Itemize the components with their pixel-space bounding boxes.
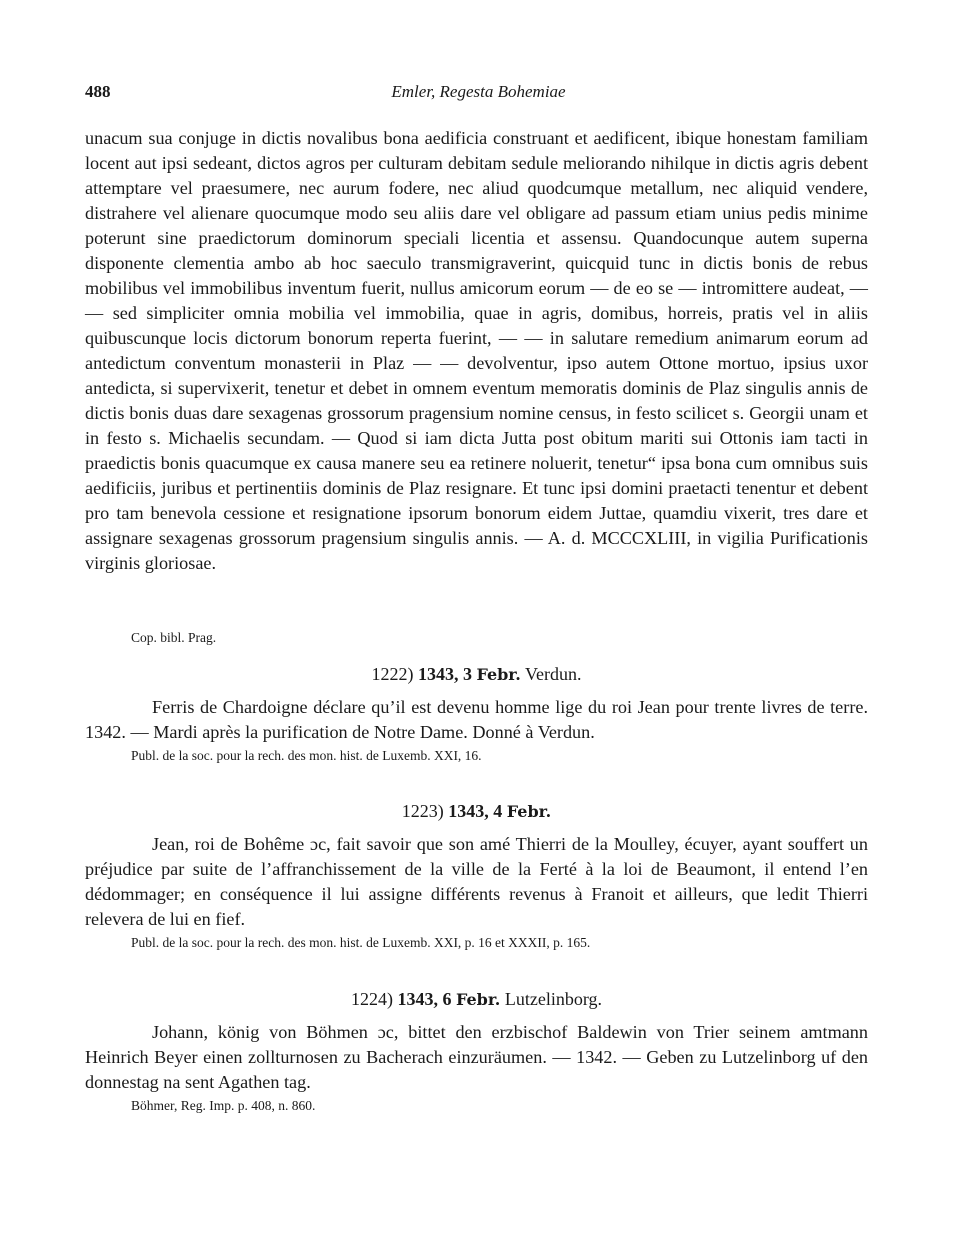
running-title: Emler, Regesta Bohemiae [391, 82, 566, 101]
entry-number: 1224) [350, 989, 393, 1009]
entry-1223 [85, 801, 868, 952]
entry-source: Publ. de la soc. pour la rech. des mon. hist. de Luxemb. XXI, 16. [131, 748, 482, 763]
continuation-source: Cop. bibl. Prag. [131, 630, 217, 645]
entry-source: Böhmer, Reg. Imp. p. 408, n. 860. [131, 1098, 316, 1113]
entry-number: 1223) [401, 801, 444, 821]
entry-heading [85, 664, 868, 685]
entry-date: 1343, 3 [417, 664, 472, 684]
entry-date: 1343, 4 [448, 801, 503, 821]
entry-heading [85, 801, 868, 822]
entry-date: 1343, 6 [397, 989, 452, 1009]
entry-month: Febr. [476, 665, 521, 684]
entry-number: 1222) [371, 664, 414, 684]
entry-text: Ferris de Chardoigne déclare qu’il est devenu homme lige du roi Jean pour trente livres de terre. 1342. — Mardi après la purification de Notre Dame. Donné à Verdun. [85, 697, 868, 742]
entry-text: Johann, könig von Böhmen ɔc, bittet den erzbischof Baldewin von Trier seinem amtmann Heinrich Beyer einen zollturnosen zu Bacherach einzuräumen. — 1342. — Geben zu Lutzelinborg uf den donnestag na sent Agathen tag. [85, 1022, 868, 1092]
entry-1222 [85, 664, 868, 765]
continuation-block [85, 126, 868, 576]
entry-place: Lutzelinborg. [504, 989, 603, 1009]
entry-month: Febr. [455, 990, 501, 1009]
entry-heading [85, 989, 868, 1010]
page-header [85, 82, 872, 106]
entry-1224 [85, 989, 868, 1115]
entry-place: Verdun. [525, 664, 582, 684]
page-number: 488 [85, 82, 111, 101]
entry-month: Febr. [506, 802, 552, 821]
entry-text: Jean, roi de Bohême ɔc, fait savoir que son amé Thierri de la Moulley, écuyer, ayant souffert un préjudice par suite de l’affranchissement de la ville de la Ferté à la loi de Beaumont, il entend l’en dédommager; en conséquence il lui assigne différents revenus à Franoit et ailleurs, que ledit Thierri relevera de lui en fief. [85, 834, 868, 929]
continuation-text: unacum sua conjuge in dictis novalibus bona aedificia construant et aedificent, ibique honestam familiam locent aut ipsi sedeant, dictos agros per culturam debitam sedule meliorando nihilque in dictis agris debent attemptare vel praesumere, nec aurum fodere, nec aliud quodcumque metallum, nec aliquid vendere, distrahere vel alienare quocumque modo seu aliis dare vel obligare ad passum etiam unius pedis minime poterunt sine praedictorum dominorum speciali licentia et assensu. Quandocunque autem superna disponente clementia ambo ab hoc saeculo transmigraverint, quicquid tunc in dictis bonis de rebus mobilibus vel immobilibus inventum fuerit, nullus amicorum eorum — de eo se — intromittere audeat, — — sed simpliciter omnia mobilia vel immobilia, quae in agris, domibus, horreis, pratis vel in aliis quibuscunque locis dictorum bonorum reperta fuerint, — — in salutare remedium animarum eorum ad antedictum conventum monasterii in Plaz — — devolventur, ipso autem Ottone mortuo, ipsius uxor antedicta, si supervixerit, tenetur et debet in omnem eventum memoratis dominis de Plaz singulis annis de dictis bonis duas dare sexagenas grossorum pragensium nomine census, in festo scilicet s. Georgii unam et in festo s. Michaelis secundam. — Quod si iam dicta Jutta post obitum mariti sui Ottonis iam tacti in praedictis bonis quacumque ex causa manere seu ea retinere noluerit, tenetur“ ipsa bona cum omnibus suis aedificiis, juribus et pertinentiis dominis de Plaz resignare. Et tunc ipsi domini praetacti tenentur et debent pro tam benevola cessione et resignatione ipsorum bonorum eidem Juttae, quamdiu vixerit, tres dare et assignare sexagenas grossorum pragensium singulis annis. — A. d. MCCCXLIII, in vigilia Purificationis virginis gloriosae. [85, 128, 868, 573]
entry-source: Publ. de la soc. pour la rech. des mon. hist. de Luxemb. XXI, p. 16 et XXXII, p. 165. [131, 935, 591, 950]
continuation-source-block [131, 629, 871, 647]
